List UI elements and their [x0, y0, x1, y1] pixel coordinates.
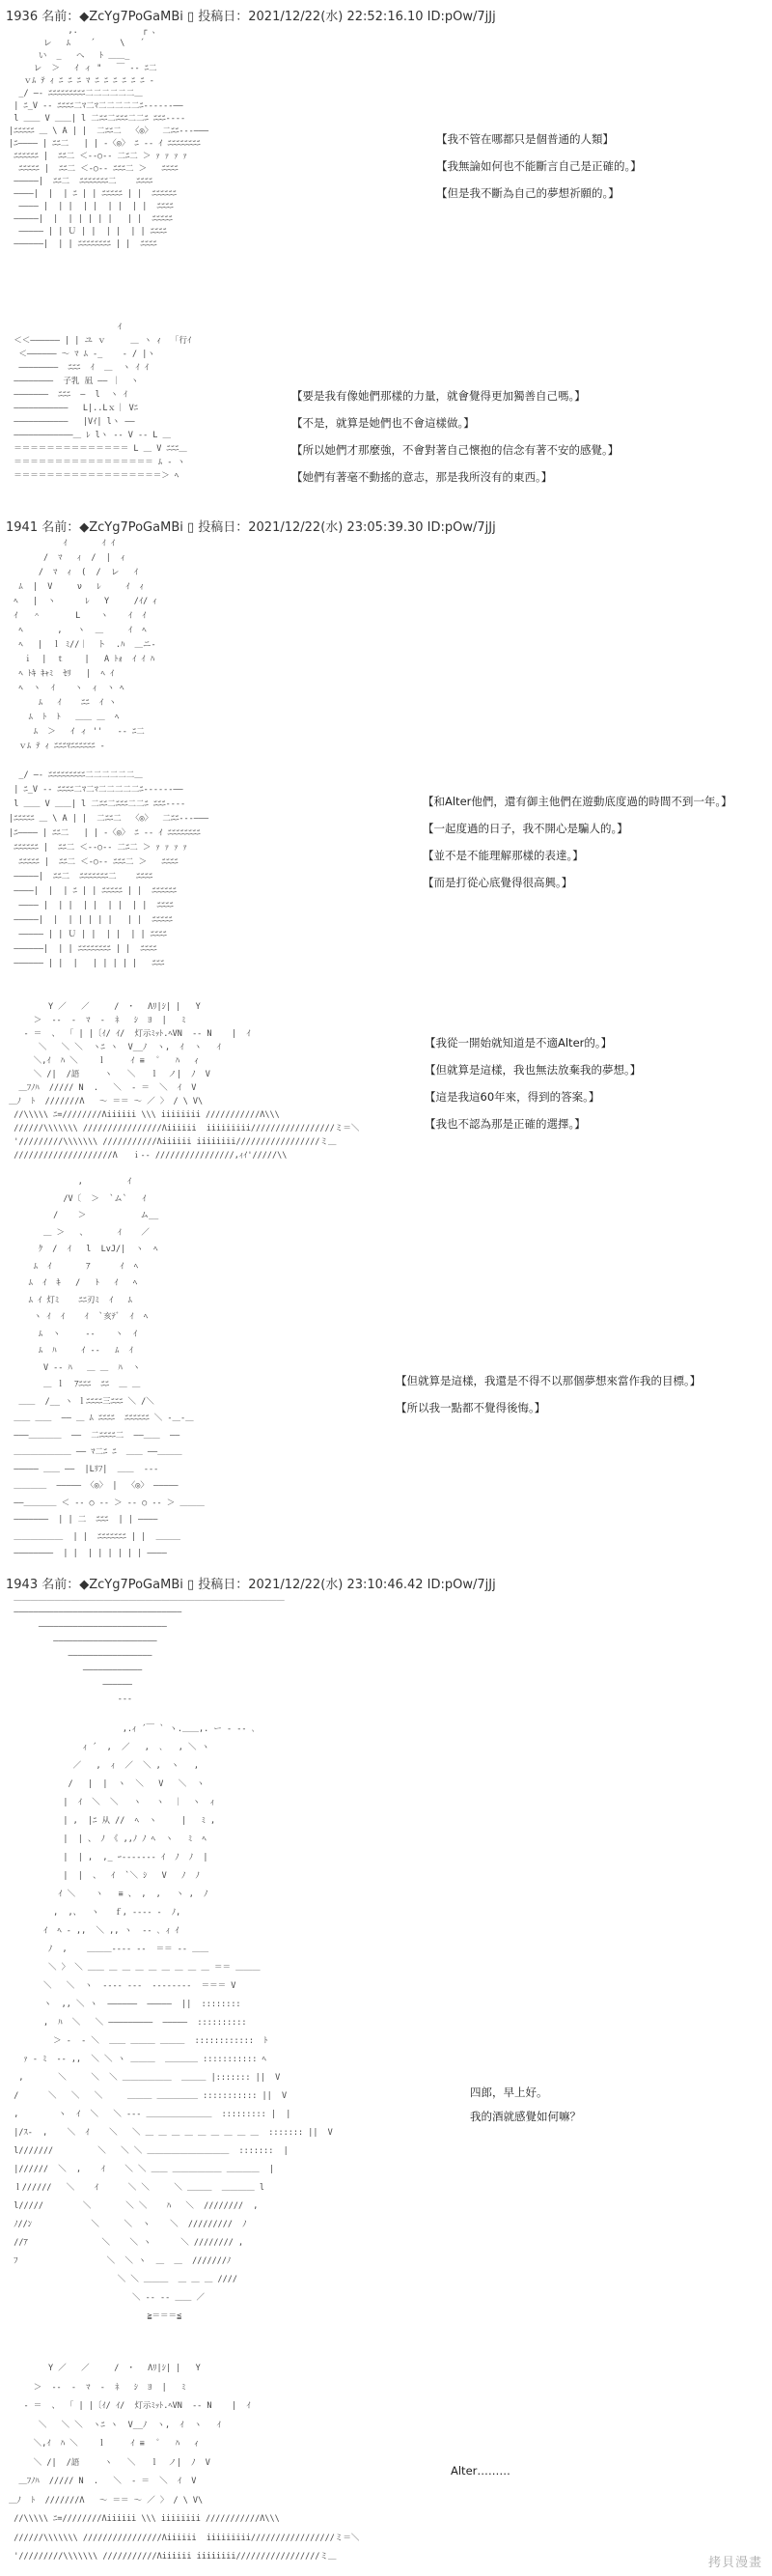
dialogue-line: 【但是我不斷為自己的夢想祈願的。】 [436, 186, 620, 200]
dialogue-line: 【一起度過的日子，我不開心是騙人的。】 [423, 822, 628, 835]
dialogue-line: 我的酒就感覺如何嘛？ [470, 2110, 581, 2123]
dialogue-block-2 [291, 388, 619, 496]
dialogue-line: 【我無論如何也不能斷言自己是正確的。】 [436, 159, 642, 173]
ascii-art-portrait: , ｲ /V〔 ＞ `ム` ｲ / ＞ ム__ ＿ ＞ 、 ｲ ／ ｸ / ｲ l LvJ/| ヽ ﾍ ﾑ ｲ ｱ ｲ ﾍ ﾑ ｲ ｷ / ﾄ ｲ ﾍ ﾑ ｲ 灯ﾐ ﾆﾆ刃ﾐ ｲ ﾑ ヽ ｲ ｲ ｲ `亥ﾃﾞ ｲ ﾍ ﾑ ヽ ‐‐ ヽ ｲ ﾑ ﾊ ｲ ‐‐ ﾑ ｲ V ‐‐ ﾊ ＿ ＿ ﾊ ヽ ＿ ｌ ｱﾆﾆﾆ ﾆﾆ ＿ ＿ ＿＿ /__ ヽ ｌﾆﾆﾆﾆ三ﾆﾆﾆ ＼ /＼ ＿＿ ＿＿ ―― ＿ ﾑ ﾆﾆﾆﾆ ﾆﾆﾆﾆﾆﾆ ＼ ‐＿‐＿ ―――＿＿＿＿ ―― 二ﾆﾆﾆﾆ二 ――＿＿ ―― ＿＿＿＿＿＿＿ ―― ﾏ二ﾆ ﾆ ＿＿ ――＿＿＿ ――――― ＿＿ ―― |Lﾘﾌ| ＿＿ ‐‐‐ ＿＿＿＿ ――――― 〈◎〉 | 〈◎〉 ――――― ――＿＿＿＿ ＜ ‐‐ ○ ‐‐ ＞ ‐‐ ○ ‐‐ ＞ ＿＿＿ ――――――― | | 二 ﾆﾆﾆ | | ―――― ＿＿＿＿＿＿ | | ﾆﾆﾆﾆﾆﾆﾆ | | ＿＿＿ ―――――――― | | | | | | | | ―――― [14, 1177, 205, 1558]
post-header-1943: 1943 名前：◆ZcYg7PoGaMBi ▯ 投稿日：2021/12/22(水) 23:10:46.42 ID:pOw/7jJj [6, 1578, 496, 1592]
watermark: 拷貝漫畫 [707, 2556, 762, 2570]
ascii-art-figure: ｲ ＜＜―――――― | | ユ ｖ ＿ ヽ ｨ 「行ｲ ＜―――――― ～ ﾏ ﾑ ‐_ ‐ / |ヽ ―――――――― ﾆﾆﾆ ｲ ＿ ヽ ｲ ｲ ―――――――― 子乳 凪 ―― ｜ ヽ ――――――― ﾆﾆﾆ ― l ヽ ｲ ――――――――――― L|..Lｘ｜ Vﾆ ――――――――――― |Vｲ| lヽ ―― ――――――――――――＿ ﾚ lヽ ‐‐ V ‐‐ L ＿ ＝＝＝＝＝＝＝＝＝＝＝＝＝＝ L ＿ V ﾆﾆﾆ＿ ＝＝＝＝＝＝＝＝＝＝＝＝＝＝＝＝＝ ﾑ ‐ ヽ ＝＝＝＝＝＝＝＝＝＝＝＝＝＝＝＝＝＝＞ ﾍ [14, 322, 192, 481]
dialogue-block-4 [425, 1035, 641, 1143]
dialogue-block-3 [423, 794, 732, 902]
dialogue-line: 【並不是不能理解那樣的表達。】 [423, 849, 584, 862]
ascii-art-face-2: Y ／ ／ / ･ Λﾘ|ｼ| | Y ＞ ‐‐ ‐ ﾏ ‐ ﾈ ｼ ﾖ | ﾐ ‐ ＝ 、 ｢ | |〔ｲ/ ｲ/ 灯示ﾐｯﾄ.ﾍVN ‐‐ N | ｲ ＼ ＼ ＼ ヽﾆ ヽ V__ﾉ ヽ, ｲ ヽ ｲ ＼,ｲ ﾊ ＼ ｌ ｲ ≡ ﾟ ﾊ ｨ ＼ /| /語 ヽ ＼ ｌ ノ| ﾉ V ＿ﾌﾉﾊ ///// N . ＼ ‐ ＝ ＼ ｲ V ＿ﾉ ﾄ ///////Λ ～ ＝＝ ～ ／ 〉 / \ V\ //\\\\\ ﾆ=////////Λiiiiii \\\ iiiiiiii ///////////Λ\\\ //////\\\\\\\ ////////////////Λiiiiii iiiiiiiii/////////////////ミ＝＼ '/////////\\\\\\\ ///////////Λiiiiii iiiiiiii/////////////////ミ＿ [9, 2364, 360, 2562]
dialogue-line: 【所以我一點都不覺得後悔。】 [396, 1401, 546, 1414]
ascii-art-castle-2: _/ ―‐ ﾆﾆﾆﾆﾆﾆﾆﾆﾆ二二二二二二＿ | ﾆ_V ‐‐ ﾆﾆﾆﾆ二ﾏ二ﾏ二二二二二ﾆ‐‐‐‐‐‐―― l ＿＿ V ＿＿| l 二ﾆﾆ二ﾆﾆﾆ二二ﾆ ﾆﾆﾆ‐‐‐‐ |ﾆﾆﾆﾆﾆ ＿ \ A | | 二ﾆﾆ二 〈◎〉 二ﾆﾆ‐‐‐――― |ﾆ―――― | ﾆﾆ二 | | ‐〈◎〉 ﾆ ‐‐ ｲ ﾆﾆﾆﾆﾆﾆﾆﾆ ﾆﾆﾆﾆﾆﾆ | ﾆﾆ二 ＜‐‐○‐‐ 二ﾆ二 ＞ ｧ ｧ ｧ ｧ ﾆﾆﾆﾆﾆ | ﾆﾆ二 ＜‐○‐‐ ﾆﾆﾆ二 ＞ ﾆﾆﾆﾆ ―――――| ﾆﾆ二 ﾆﾆﾆﾆﾆﾆﾆ二 ﾆﾆﾆﾆ ――――| | | ﾆ | | ﾆﾆﾆﾆﾆ | | ﾆﾆﾆﾆﾆﾆ ―――― | | | | | | | | | ﾆﾆﾆﾆ ―――――| | | | | | | | | ﾆﾆﾆﾆﾆ ――――― | | Ｕ | | | | | | ﾆﾆﾆﾆ ――――――| | | ﾆﾆﾆﾆﾆﾆﾆﾆ | | ﾆﾆﾆﾆ ―――――― | | | | | | | | ﾆﾆﾆ [9, 770, 209, 968]
dialogue-block-5 [396, 1373, 701, 1427]
dialogue-line: 【不是，就算是她們也不會這樣做。】 [291, 416, 475, 430]
dialogue-line: 【而是打從心底覺得很高興。】 [423, 876, 573, 889]
dialogue-line: 【所以她們才那麼強，不會對著自己懷抱的信念有著不安的感覺。】 [291, 443, 620, 457]
dialogue-line: 【但就算是這樣，我還是不得不以那個夢想來當作我的目標。】 [396, 1374, 702, 1387]
ascii-art-sleeping-figure: ,.ｨ ´￣ ` ヽ.＿＿,. ー ‐ -- ､ ｨ ´ , ／ , ､ , ＼ ヽ ／ , ｨ ／ ＼ , ヽ , / | | ヽ ＼ V ＼ ヽ | ｲ ＼ ＼ ヽ ヽ ｜ ヽ ｨ | , |ﾆ 从 // ﾍ ヽ | ﾐ , | | 、 ﾉ 《 ,,ﾉ ﾉ ﾍ ヽ ﾐ ﾍ | | , ,_ ｰ‐‐‐‐‐‐‐ ｲ ﾉ ﾉ | | | 、 ｲ `＼ ｼ V ﾉ ﾉ ｲ ＼ ヽ ≡ 、 , , ヽ , ﾉ , ,、 ヽ ｆ, ‐‐‐‐ ‐ ﾉ, ｲ ﾍ ‐ ,, ＼ ,, ヽ ‐‐ ､ ｨ ｲ ﾉ , ＿＿＿‐‐‐‐ ‐‐ ＝＝ -- ＿＿ ＼ 〉 ＼ ＿＿ ＿ ＿ ＿ ＿ ＿ ＿ ＿ ＿ ＝＝ ＿＿＿ ＼ ＼ ヽ ‐‐‐‐ ‐‐‐ ‐‐‐‐‐‐‐‐ ＝＝＝ V ヽ ,, ＼ ヽ ―――――― ――――― || :::::::: , ﾊ ＼ ＼ ――――――――― ――――― :::::::::: ＞ ‐ ‐ ＼ ＿＿ ＿＿＿ ＿＿＿ :::::::::::: ﾄ ｧ ‐ ﾐ ‐‐ ,, ＼ ＼ ヽ ＿＿＿ ＿＿＿＿ ::::::::::: ﾍ , ＼ ＼ ＼ ＿＿＿＿＿＿ ＿＿＿ |::::::: || V / ＼ ＼ ＼ ＿＿＿ ＿＿＿＿＿ ::::::::::: || V , ヽ ｲ ＼ ＼ ‐‐‐ ＿＿＿＿＿＿＿＿ ::::::::: | | |/ｽ‐ , ＼ ｲ ＼ ＼ ＿ ＿ ＿ ＿ ＿ ＿ ＿ ＿ ＿ ::::::: || V l/////// ＼ ＼ ＼ ＿＿＿＿＿＿＿＿＿＿ ::::::: | |////// ＼ , ｲ ＼ ＼ ＿＿ ＿＿＿＿＿＿ ＿＿＿＿ | ｌ////// ＼ ｲ ＼ ＼ ＼ ＿＿＿ ＿＿＿＿ l l///// ＼ ＼ ＼ ﾊ ＼ //////// , ﾉ//ﾝ ＼ ＼ ヽ ＼ ///////// ﾉ //ｱ ＼ ＼ ヽ ＼ //////// , ﾌ ＼ ＼ ヽ ＿ ＿ ///////ﾉ ＼ ＼ ＿＿＿ ＿ ＿ ＿ //// ＼ ‐‐ ‐‐ ＿＿ ／ ≧＝＝＝≦ [14, 1724, 333, 2321]
ascii-art-character: ｲ ｲ ｲ / ﾏ ｨ / | ｨ / ﾏ ｨ ( / レ ｲ ﾑ | V ν ﾚ ｲ ｨ ﾍ | ヽ ﾚ Y /ｲ/ ｨ ｲ ＾ L ヽ ｲ ｲ ﾍ , ヽ ＿ ｲ ﾍ ﾍ | ｌ ﾐ//｜ ト .ﾊ ＿ニ‐ ｉ | ｔ | A ﾄｫ ｲ ｲ ﾊ ﾍ ﾄｷ ｷｬﾐ ｾﾘ | ﾍ ｲ ﾍ ヽ ｲ ヽ ｨ ヽ ﾍ ﾑ ｲ ﾆﾆ ｲ ヽ ﾑ ﾄ ﾄ ＿＿ ＿ ﾍ ﾑ ＞ ｲ ィ '' ‐‐ ﾆ二 ｖﾑ ﾃ ｨ ﾆﾆﾆﾏﾆﾆﾆﾆﾆﾆ ‐ [14, 539, 157, 751]
ascii-art-face: Y ／ ／ / ･ Λﾘ|ｼ| | Y ＞ ‐‐ ‐ ﾏ ‐ ﾈ ｼ ﾖ | ﾐ ‐ ＝ 、 ｢ | |〔ｲ/ ｲ/ 灯示ﾐｯﾄ.ﾍVN ‐‐ N | ｲ ＼ ＼ ＼ ヽﾆ ヽ V__ﾉ ヽ, ｲ ヽ ｲ ＼,ｲ ﾊ ＼ ｌ ｲ ≡ ﾟ ﾊ ｨ ＼ /| /語 ヽ ＼ ｌ ノ| ﾉ V ＿ﾌﾉﾊ ///// N . ＼ ‐ ＝ ＼ ｲ V ＿ﾉ ﾄ ///////Λ ～ ＝＝ ～ ／ 〉 / \ V\ //\\\\\ ﾆ=////////Λiiiiii \\\ iiiiiiii ///////////Λ\\\ //////\\\\\\\ ////////////////Λiiiiii iiiiiiiii/////////////////ミ＝＼ '/////////\\\\\\\ ///////////Λiiiiii iiiiiiii/////////////////ミ＿ ////////////////////Λ ｉ‐‐ ////////////////,ｨｲ'/////\\ [9, 1002, 360, 1161]
dialogue-line: 【要是我有像她們那樣的力量，就會覺得更加獨善自己嗎。】 [291, 389, 586, 403]
dialogue-line: 【我也不認為那是正確的選擇。】 [425, 1117, 586, 1131]
dialogue-line: 【她們有著毫不動搖的意志，那是我所沒有的東西。】 [291, 470, 553, 484]
dialogue-alter: Alter……… [451, 2464, 510, 2478]
dialogue-line: 【我從一開始就知道是不適Alter的。】 [425, 1036, 613, 1050]
dialogue-block-6 [470, 2081, 581, 2129]
ascii-art-fade: ＿＿＿＿＿＿＿＿＿＿＿＿＿＿＿＿＿＿＿＿＿＿＿＿＿＿＿＿＿＿＿＿＿ ―――――――――――――――――――――――――――――――――― ―――――――――――――――――――――――――― ――――――――――――――――――――― ――――――――――――――――― ―――――――――――― ―――――― ‐‐‐ [14, 1593, 285, 1704]
dialogue-line: 【和Alter他們，還有御主他們在遊動底度過的時間不到一年。】 [423, 795, 732, 808]
ascii-art-castle: ,. ┌ 、 レ ﾑ ´ \ ´ い _ へ ﾄ ＿＿_ レ ＞ ｲ ィ " ￣ ‐‐ ﾆ二 ｖﾑ ﾃ ｨ ﾆ ﾆ ﾆ ﾏ ﾆ ﾆ ﾆ ﾆ ﾆ ﾆ ‐ _/ ―‐ ﾆﾆﾆﾆﾆﾆﾆﾆﾆ二二二二二二＿ | ﾆ_V ‐‐ ﾆﾆﾆﾆ二ﾏ二ﾏ二二二二二ﾆ‐‐‐‐‐‐―― l ＿＿ V ＿＿| l 二ﾆﾆ二ﾆﾆﾆ二二ﾆ ﾆﾆﾆ‐‐‐‐ |ﾆﾆﾆﾆﾆ ＿ \ A | | 二ﾆﾆ二 〈◎〉 二ﾆﾆ‐‐‐――― |ﾆ―――― | ﾆﾆ二 | | ‐〈◎〉 ﾆ ‐‐ ｲ ﾆﾆﾆﾆﾆﾆﾆﾆ ﾆﾆﾆﾆﾆﾆ | ﾆﾆ二 ＜‐‐○‐‐ 二ﾆ二 ＞ ｧ ｧ ｧ ｧ ﾆﾆﾆﾆﾆ | ﾆﾆ二 ＜‐○‐‐ ﾆﾆﾆ二 ＞ ﾆﾆﾆﾆ ―――――| ﾆﾆ二 ﾆﾆﾆﾆﾆﾆﾆ二 ﾆﾆﾆﾆ ――――| | | ﾆ | | ﾆﾆﾆﾆﾆ | | ﾆﾆﾆﾆﾆﾆ ―――― | | | | | | | | | ﾆﾆﾆﾆ ―――――| | | | | | | | | ﾆﾆﾆﾆﾆ ――――― | | Ｕ | | | | | | ﾆﾆﾆﾆ ――――――| | | ﾆﾆﾆﾆﾆﾆﾆﾆ | | ﾆﾆﾆﾆ [9, 26, 209, 249]
dialogue-line: 【但就算是這樣，我也無法放棄我的夢想。】 [425, 1063, 642, 1077]
dialogue-line: 四郎，早上好。 [470, 2086, 548, 2099]
dialogue-line: 【這是我這60年來，得到的答案。】 [425, 1090, 600, 1104]
dialogue-line: 【我不管在哪都只是個普通的人類】 [436, 132, 614, 146]
post-header-1941: 1941 名前：◆ZcYg7PoGaMBi ▯ 投稿日：2021/12/22(水) 23:05:39.30 ID:pOw/7jJj [6, 520, 496, 535]
dialogue-block-1 [436, 131, 642, 212]
post-header-1936: 1936 名前：◆ZcYg7PoGaMBi ▯ 投稿日：2021/12/22(水) 22:52:16.10 ID:pOw/7jJj [6, 10, 496, 24]
